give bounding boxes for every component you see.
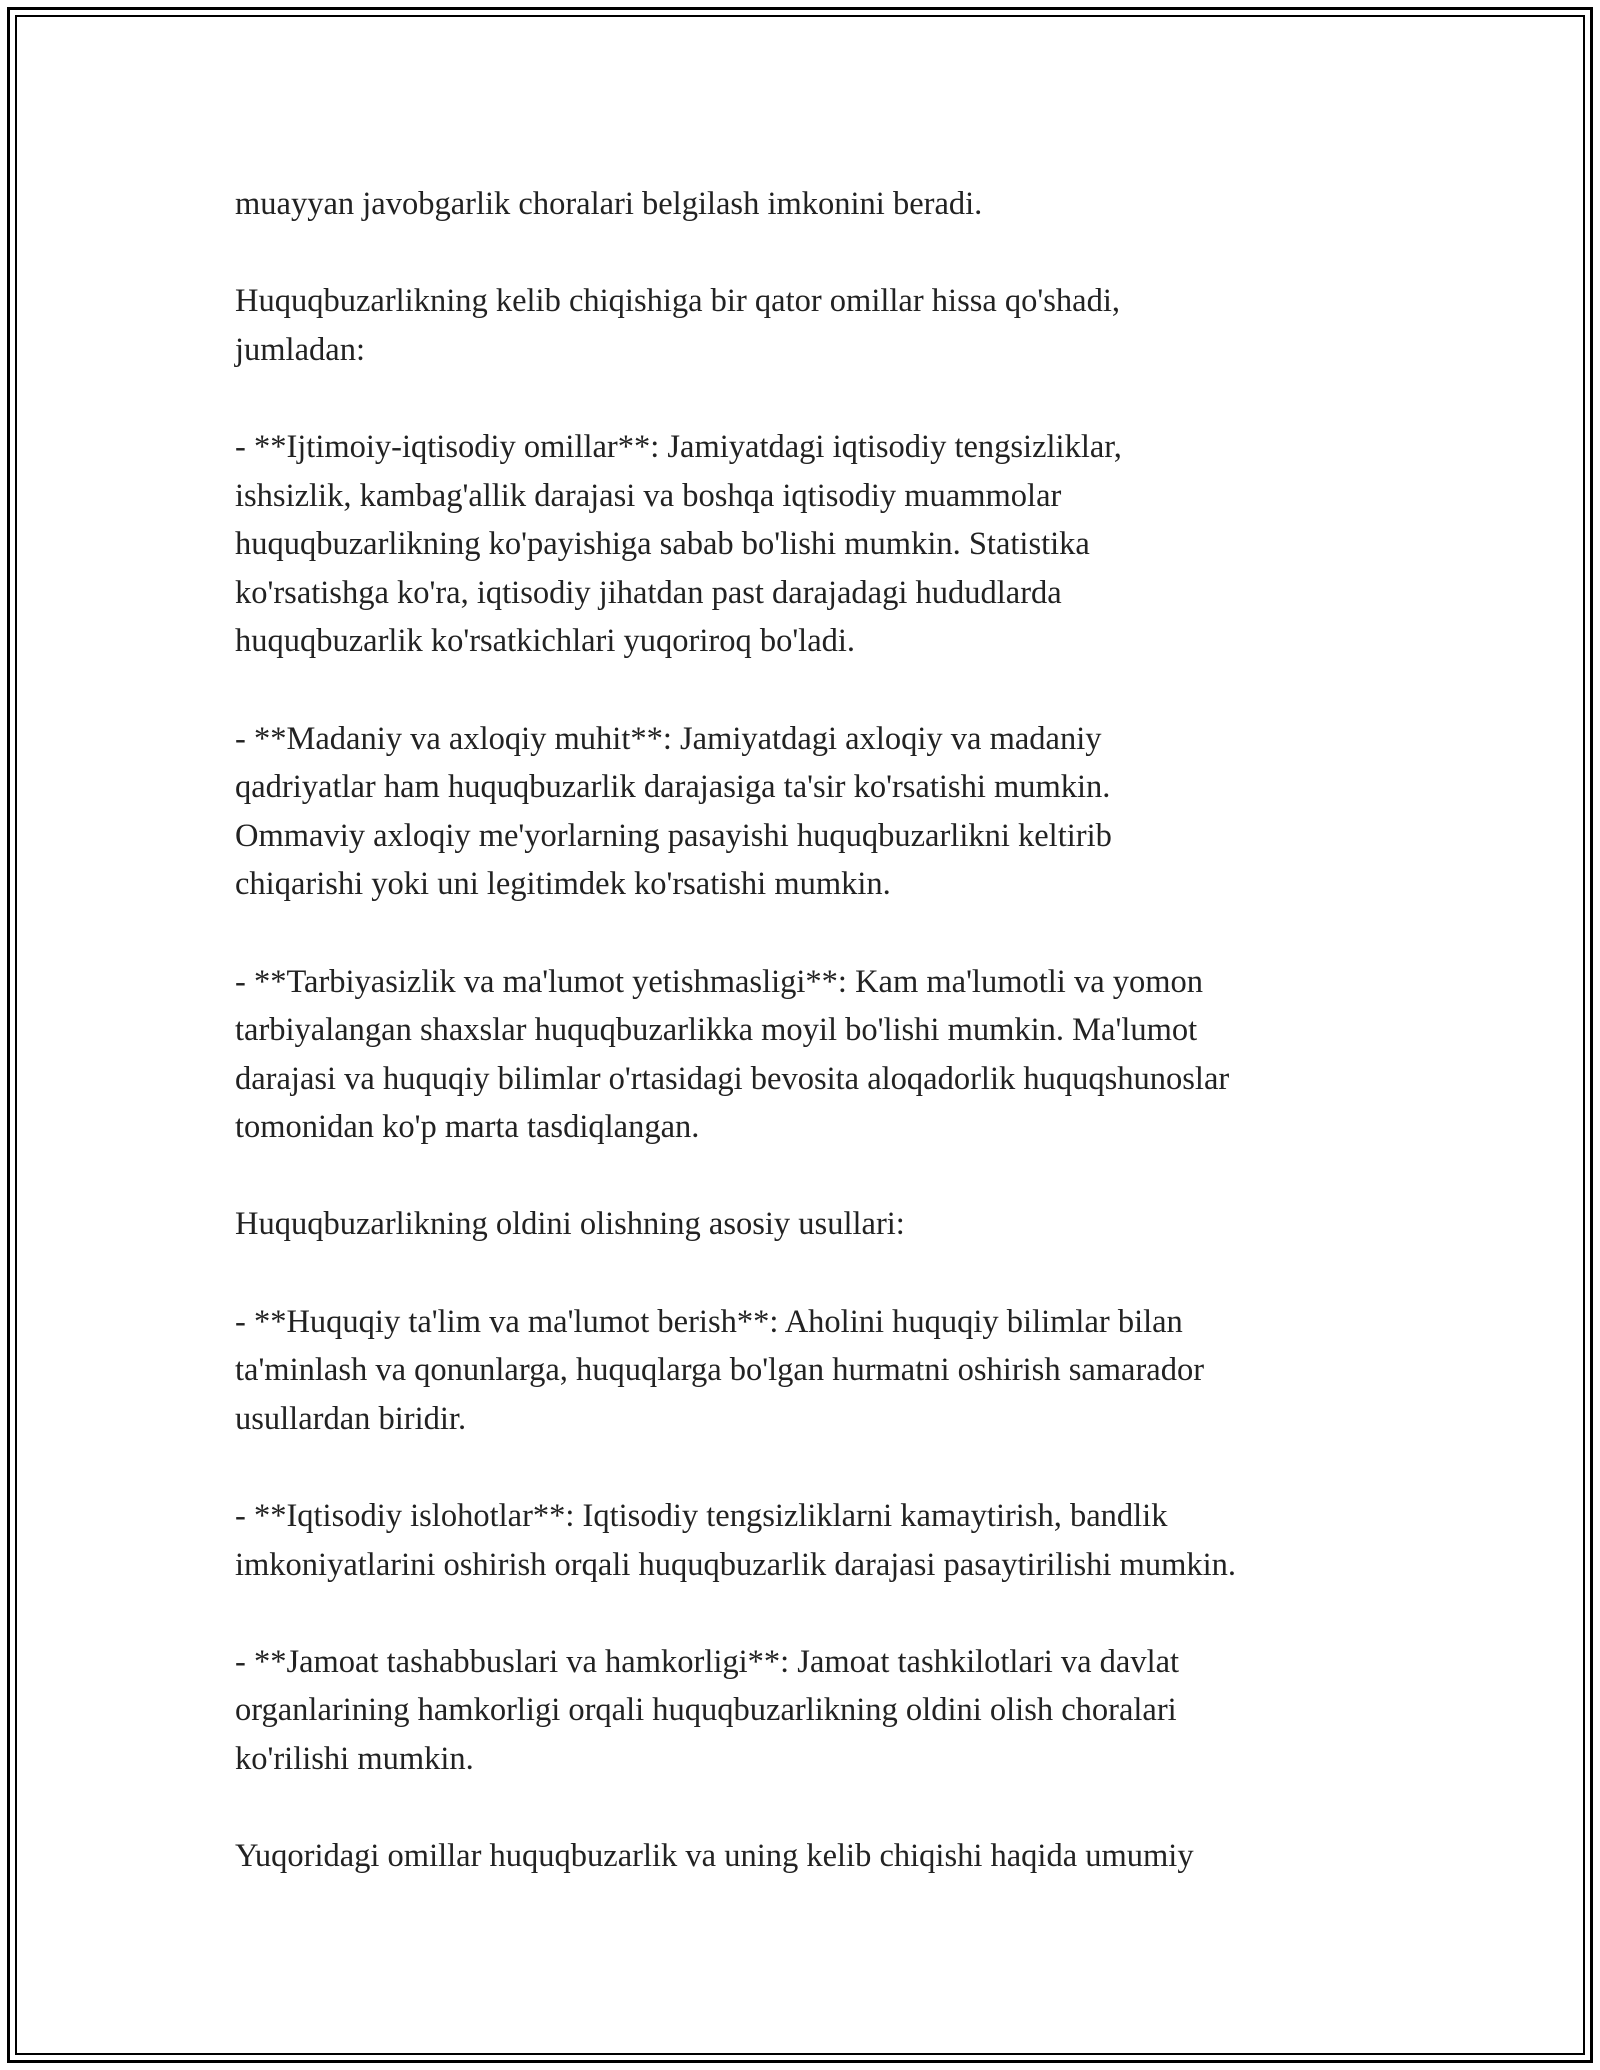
- paragraph-1: [235, 180, 1395, 229]
- paragraph-gap: [235, 1249, 1395, 1298]
- paragraph-gap: [235, 909, 1395, 958]
- paragraph-gap: [235, 666, 1395, 715]
- paragraph-2: [235, 277, 1395, 374]
- document-body: [235, 180, 1395, 1881]
- list-item-iqtisodiy-islohotlar: - **Iqtisodiy islohotlar**: Iqtisodiy tengsizliklarni kamaytirish, bandlik imkoniyatlarini oshirish orqali huquqbuzarlik darajasi pasaytirilishi mumkin.: [235, 1498, 1237, 1583]
- paragraph-gap: [235, 229, 1395, 278]
- list-item-ijtimoiy-iqtisodiy: - **Ijtimoiy-iqtisodiy omillar**: Jamiyatdagi iqtisodiy tengsizliklar, ishsizlik, kambag'allik darajasi va boshqa iqtisodiy muammolar huquqbuzarlikning ko'payishiga sabab bo'lishi mumkin. Statistika ko'rsatishga ko'ra, iqtisodiy jihatdan past darajadagi hududlarda huquqbuzarlik ko'rsatkichlari yuqoriroq bo'ladi.: [235, 428, 1122, 660]
- paragraph-gap: [235, 1784, 1395, 1833]
- paragraph-2-line-2: jumladan:: [235, 331, 365, 368]
- paragraph-gap: [235, 374, 1395, 423]
- paragraph-usullar-text: Huquqbuzarlikning oldini olishning asosiy usullari:: [235, 1206, 905, 1243]
- paragraph-final-text: Yuqoridagi omillar huquqbuzarlik va uning kelib chiqishi haqida umumiy: [235, 1838, 1194, 1875]
- paragraph-gap: [235, 1443, 1395, 1492]
- list-item-huquqiy-talim: - **Huquqiy ta'lim va ma'lumot berish**: Aholini huquqiy bilimlar bilan ta'minlash va qonunlarga, huquqlarga bo'lgan hurmatni oshirish samarador usullardan biridir.: [235, 1303, 1205, 1437]
- paragraph-1-text: muayyan javobgarlik choralari belgilash imkonini beradi.: [235, 186, 983, 222]
- paragraph-usullar-heading: [235, 1200, 1395, 1249]
- paragraph-gap: [235, 1152, 1395, 1201]
- paragraph-final: [235, 1832, 1395, 1881]
- list-item-jamoat: - **Jamoat tashabbuslari va hamkorligi**: Jamoat tashkilotlari va davlat organlarining hamkorligi orqali huquqbuzarlikning oldini olish choralari ko'rilishi mumkin.: [235, 1643, 1180, 1777]
- list-item-tarbiyasizlik: - **Tarbiyasizlik va ma'lumot yetishmasligi**: Kam ma'lumotli va yomon tarbiyalangan shaxslar huquqbuzarlikka moyil bo'lishi mumkin. Ma'lumot darajasi va huquqiy bilimlar o'rtasidagi bevosita aloqadorlik huquqshunoslar tomonidan ko'p marta tasdiqlangan.: [235, 963, 1230, 1146]
- list-item-madaniy: - **Madaniy va axloqiy muhit**: Jamiyatdagi axloqiy va madaniy qadriyatlar ham huquqbuzarlik darajasiga ta'sir ko'rsatishi mumkin. Ommaviy axloqiy me'yorlarning pasayishi huquqbuzarlikni keltirib chiqarishi yoki uni legitimdek ko'rsatishi mumkin.: [235, 720, 1112, 903]
- paragraph-gap: [235, 1589, 1395, 1638]
- paragraph-2-line-1: Huquqbuzarlikning kelib chiqishiga bir qator omillar hissa qo'shadi,: [235, 283, 1121, 320]
